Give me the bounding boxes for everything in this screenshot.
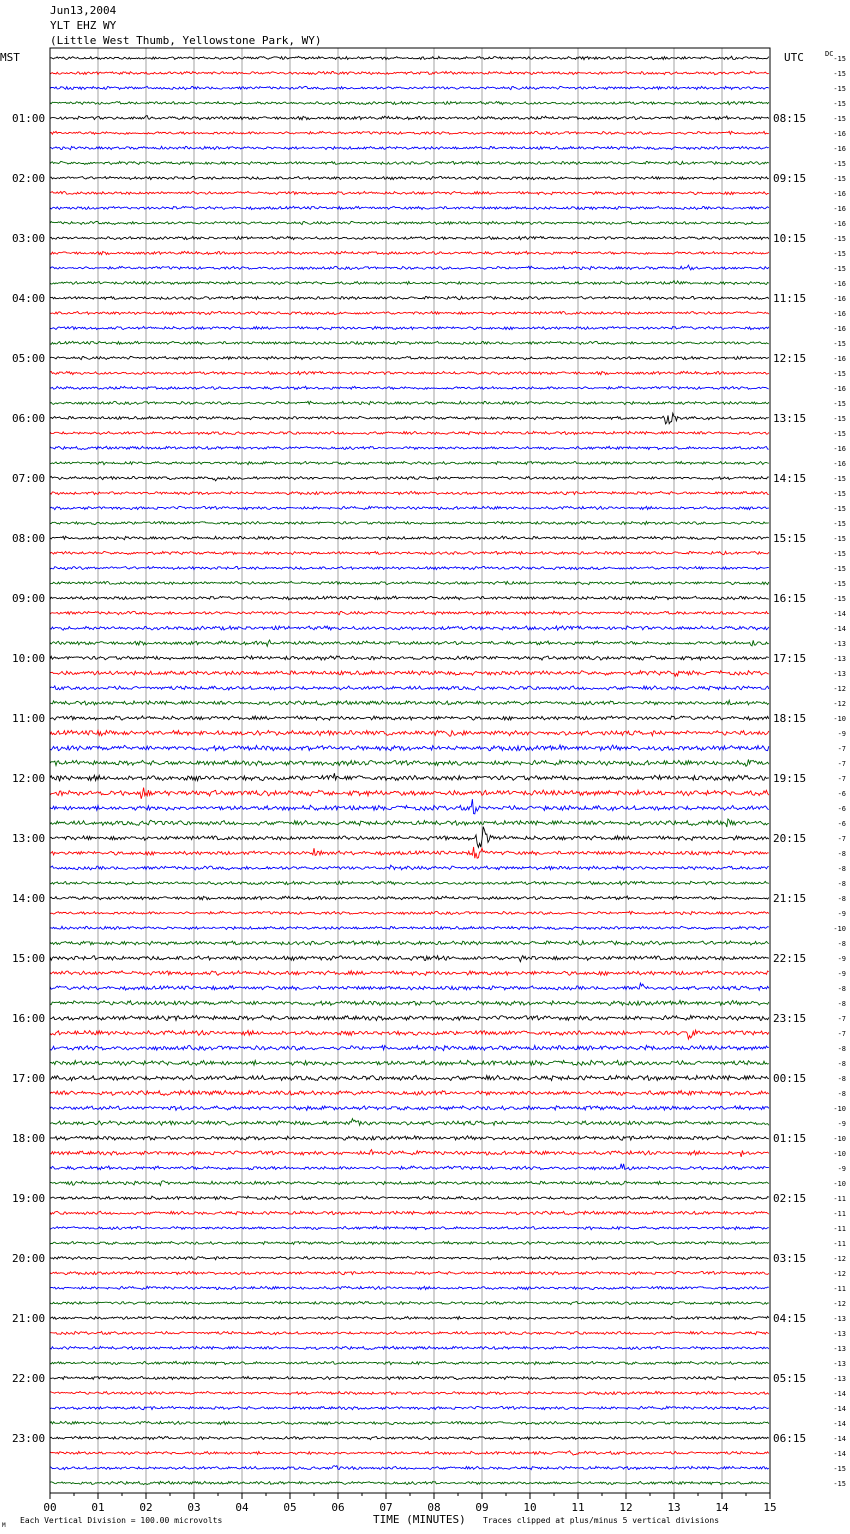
utc-hour-label: 10:15 bbox=[773, 232, 807, 245]
utc-hour-label: 02:15 bbox=[773, 1192, 807, 1205]
dc-offset-label: -16 bbox=[833, 130, 846, 138]
dc-offset-label: -15 bbox=[833, 430, 846, 438]
trace-15 bbox=[50, 281, 769, 285]
dc-offset-label: -14 bbox=[833, 625, 846, 633]
trace-32 bbox=[50, 536, 769, 540]
trace-76 bbox=[50, 1196, 769, 1200]
utc-hour-label: 20:15 bbox=[773, 832, 807, 845]
trace-63 bbox=[50, 1000, 769, 1005]
trace-39 bbox=[50, 640, 769, 646]
dc-offset-label: -9 bbox=[837, 1120, 846, 1128]
utc-hour-label: 05:15 bbox=[773, 1372, 807, 1385]
trace-58 bbox=[50, 926, 769, 929]
dc-offset-label: -16 bbox=[833, 190, 846, 198]
trace-34 bbox=[50, 567, 769, 570]
mst-hour-label: 18:00 bbox=[12, 1132, 46, 1145]
dc-offset-label: -15 bbox=[833, 340, 846, 348]
trace-94 bbox=[50, 1466, 769, 1470]
trace-95 bbox=[50, 1481, 769, 1484]
dc-offset-label: -13 bbox=[833, 1360, 846, 1368]
trace-18 bbox=[50, 326, 769, 329]
trace-17 bbox=[50, 311, 769, 314]
x-tick-label: 09 bbox=[475, 1501, 489, 1514]
dc-offset-label: -13 bbox=[833, 1315, 846, 1323]
trace-86 bbox=[50, 1346, 769, 1349]
trace-50 bbox=[50, 799, 769, 814]
trace-60 bbox=[50, 956, 769, 962]
mst-hour-label: 11:00 bbox=[12, 712, 46, 725]
dc-offset-label: -15 bbox=[833, 100, 846, 108]
trace-23 bbox=[50, 401, 769, 404]
mst-hour-label: 08:00 bbox=[12, 532, 46, 545]
trace-10 bbox=[50, 206, 769, 209]
x-tick-label: 01 bbox=[91, 1501, 105, 1514]
dc-offset-label: -9 bbox=[837, 955, 846, 963]
chart-grid bbox=[98, 48, 722, 1493]
header-station: YLT EHZ WY bbox=[50, 19, 117, 32]
dc-offset-label: -6 bbox=[837, 790, 846, 798]
trace-38 bbox=[50, 626, 769, 630]
mst-hour-label: 01:00 bbox=[12, 112, 46, 125]
mst-hour-label: 19:00 bbox=[12, 1192, 46, 1205]
trace-59 bbox=[50, 941, 769, 945]
utc-axis-label: UTC bbox=[784, 51, 804, 64]
dc-offset-label: -14 bbox=[833, 1390, 846, 1398]
dc-offset-label: -15 bbox=[833, 580, 846, 588]
dc-offset-label: -10 bbox=[833, 1105, 846, 1113]
dc-offset-label: -15 bbox=[833, 160, 846, 168]
trace-70 bbox=[50, 1106, 769, 1111]
trace-54 bbox=[50, 865, 769, 870]
utc-hour-label: 19:15 bbox=[773, 772, 807, 785]
trace-16 bbox=[50, 296, 769, 299]
trace-71 bbox=[50, 1119, 769, 1126]
trace-29 bbox=[50, 491, 769, 494]
trace-68 bbox=[50, 1075, 769, 1080]
mst-hour-label: 21:00 bbox=[12, 1312, 46, 1325]
dc-offset-label: -16 bbox=[833, 205, 846, 213]
dc-offset-label: -8 bbox=[837, 1000, 846, 1008]
utc-hour-label: 22:15 bbox=[773, 952, 807, 965]
dc-offset-label: -15 bbox=[833, 70, 846, 78]
utc-hour-label: 06:15 bbox=[773, 1432, 807, 1445]
dc-offset-label: -7 bbox=[837, 1030, 846, 1038]
dc-offset-label: -15 bbox=[833, 1480, 846, 1488]
mst-hour-label: 06:00 bbox=[12, 412, 46, 425]
trace-56 bbox=[50, 896, 769, 900]
dc-offset-label: -13 bbox=[833, 1345, 846, 1353]
trace-9 bbox=[50, 191, 769, 194]
trace-80 bbox=[50, 1256, 769, 1259]
dc-offset-label: -16 bbox=[833, 325, 846, 333]
dc-offset-label: -16 bbox=[833, 295, 846, 303]
dc-offset-label: -14 bbox=[833, 1420, 846, 1428]
mst-hour-label: 23:00 bbox=[12, 1432, 46, 1445]
dc-offset-label: -6 bbox=[837, 805, 846, 813]
trace-20 bbox=[50, 356, 769, 359]
dc-offset-label: -10 bbox=[833, 1150, 846, 1158]
trace-49 bbox=[50, 788, 769, 799]
trace-2 bbox=[50, 86, 769, 89]
utc-hour-label: 01:15 bbox=[773, 1132, 807, 1145]
dc-offset-label: -8 bbox=[837, 1090, 846, 1098]
trace-77 bbox=[50, 1211, 769, 1215]
trace-66 bbox=[50, 1045, 769, 1050]
dc-offset-label: -15 bbox=[833, 535, 846, 543]
x-tick-label: 12 bbox=[619, 1501, 633, 1514]
utc-hour-label: 12:15 bbox=[773, 352, 807, 365]
trace-47 bbox=[50, 760, 769, 767]
trace-30 bbox=[50, 506, 769, 509]
dc-offset-label: -10 bbox=[833, 1135, 846, 1143]
dc-offset-label: -10 bbox=[833, 715, 846, 723]
dc-offset-label: -14 bbox=[833, 610, 846, 618]
x-tick-label: 15 bbox=[763, 1501, 777, 1514]
dc-offset-label: -15 bbox=[833, 250, 846, 258]
x-tick-label: 08 bbox=[427, 1501, 441, 1514]
utc-hour-label: 04:15 bbox=[773, 1312, 807, 1325]
trace-85 bbox=[50, 1331, 769, 1334]
dc-offset-label: -9 bbox=[837, 970, 846, 978]
utc-hour-label: 00:15 bbox=[773, 1072, 807, 1085]
dc-offset-label: -13 bbox=[833, 655, 846, 663]
utc-hour-label: 11:15 bbox=[773, 292, 807, 305]
mst-hour-label: 20:00 bbox=[12, 1252, 46, 1265]
x-tick-label: 04 bbox=[235, 1501, 249, 1514]
dc-offset-label: -12 bbox=[833, 1270, 846, 1278]
trace-82 bbox=[50, 1286, 769, 1289]
dc-offset-label: -7 bbox=[837, 835, 846, 843]
dc-offset-label: -12 bbox=[833, 1300, 846, 1308]
dc-offset-label: -15 bbox=[833, 475, 846, 483]
mst-hour-label: 05:00 bbox=[12, 352, 46, 365]
dc-offset-label: -14 bbox=[833, 1450, 846, 1458]
trace-91 bbox=[50, 1421, 769, 1424]
trace-61 bbox=[50, 971, 769, 976]
dc-offset-label: -8 bbox=[837, 1045, 846, 1053]
trace-46 bbox=[50, 745, 769, 751]
mst-axis-label: MST bbox=[0, 51, 20, 64]
dc-offset-label: -11 bbox=[833, 1285, 846, 1293]
mst-hour-label: 10:00 bbox=[12, 652, 46, 665]
trace-11 bbox=[50, 221, 769, 224]
trace-79 bbox=[50, 1241, 769, 1244]
trace-36 bbox=[50, 596, 769, 600]
mst-hour-label: 04:00 bbox=[12, 292, 46, 305]
dc-offset-label: -15 bbox=[833, 595, 846, 603]
dc-offset-label: -9 bbox=[837, 1165, 846, 1173]
trace-19 bbox=[50, 341, 769, 344]
dc-offset-label: -15 bbox=[833, 265, 846, 273]
trace-92 bbox=[50, 1436, 769, 1439]
dc-offset-label: -16 bbox=[833, 145, 846, 153]
dc-offset-label: -8 bbox=[837, 940, 846, 948]
trace-55 bbox=[50, 881, 769, 885]
dc-offset-label: -10 bbox=[833, 925, 846, 933]
trace-4 bbox=[50, 116, 769, 120]
x-tick-label: 03 bbox=[187, 1501, 201, 1514]
dc-offset-label: -8 bbox=[837, 895, 846, 903]
header-date: Jun13,2004 bbox=[50, 4, 117, 17]
trace-1 bbox=[50, 71, 769, 74]
trace-52 bbox=[50, 827, 769, 848]
dc-offset-label: -8 bbox=[837, 880, 846, 888]
utc-hour-label: 14:15 bbox=[773, 472, 807, 485]
trace-14 bbox=[50, 265, 769, 270]
trace-81 bbox=[50, 1271, 769, 1274]
trace-83 bbox=[50, 1301, 769, 1304]
utc-hour-label: 16:15 bbox=[773, 592, 807, 605]
trace-42 bbox=[50, 686, 769, 690]
x-tick-label: 06 bbox=[331, 1501, 345, 1514]
dc-offset-label: -15 bbox=[833, 1465, 846, 1473]
dc-offset-label: -13 bbox=[833, 670, 846, 678]
dc-offset-label: -16 bbox=[833, 355, 846, 363]
dc-offset-label: -14 bbox=[833, 1405, 846, 1413]
trace-6 bbox=[50, 146, 769, 149]
dc-offset-label: -15 bbox=[833, 550, 846, 558]
dc-offset-label: -13 bbox=[833, 1375, 846, 1383]
dc-offset-label: -16 bbox=[833, 280, 846, 288]
mst-hour-label: 16:00 bbox=[12, 1012, 46, 1025]
trace-25 bbox=[50, 431, 769, 434]
trace-41 bbox=[50, 671, 769, 677]
dc-offset-label: -16 bbox=[833, 385, 846, 393]
dc-offset-label: -13 bbox=[833, 1330, 846, 1338]
trace-5 bbox=[50, 131, 769, 134]
x-tick-label: 07 bbox=[379, 1501, 393, 1514]
dc-offset-label: -8 bbox=[837, 850, 846, 858]
dc-offset-label: -11 bbox=[833, 1240, 846, 1248]
dc-offset-label: -15 bbox=[833, 235, 846, 243]
dc-offset-label: -12 bbox=[833, 685, 846, 693]
mst-hour-label: 07:00 bbox=[12, 472, 46, 485]
trace-26 bbox=[50, 446, 769, 449]
corner-mark: M bbox=[2, 1522, 6, 1529]
trace-44 bbox=[50, 716, 769, 720]
dc-offset-label: -7 bbox=[837, 745, 846, 753]
clip-note: Traces clipped at plus/minus 5 vertical divisions bbox=[483, 1516, 720, 1525]
dc-offset-label: -8 bbox=[837, 865, 846, 873]
dc-offset-label: -15 bbox=[833, 115, 846, 123]
dc-offset-label: -7 bbox=[837, 760, 846, 768]
dc-offset-label: -11 bbox=[833, 1225, 846, 1233]
trace-21 bbox=[50, 371, 769, 374]
dc-offset-label: -15 bbox=[833, 400, 846, 408]
trace-84 bbox=[50, 1316, 769, 1319]
trace-37 bbox=[50, 611, 769, 615]
dc-offset-label: -11 bbox=[833, 1210, 846, 1218]
trace-89 bbox=[50, 1391, 769, 1394]
dc-offset-label: -10 bbox=[833, 1180, 846, 1188]
trace-90 bbox=[50, 1406, 769, 1409]
trace-31 bbox=[50, 521, 769, 524]
dc-offset-label: -9 bbox=[837, 910, 846, 918]
chart-axes bbox=[50, 48, 770, 1499]
trace-87 bbox=[50, 1361, 769, 1364]
dc-offset-label: -15 bbox=[833, 85, 846, 93]
mst-hour-label: 15:00 bbox=[12, 952, 46, 965]
trace-33 bbox=[50, 551, 769, 554]
x-tick-label: 13 bbox=[667, 1501, 681, 1514]
trace-45 bbox=[50, 730, 769, 736]
trace-12 bbox=[50, 236, 769, 239]
x-tick-label: 00 bbox=[43, 1501, 57, 1514]
dc-offset-label: -9 bbox=[837, 730, 846, 738]
utc-hour-label: 21:15 bbox=[773, 892, 807, 905]
dc-label: DC bbox=[825, 50, 834, 58]
trace-3 bbox=[50, 101, 769, 104]
utc-hour-label: 08:15 bbox=[773, 112, 807, 125]
trace-72 bbox=[50, 1136, 769, 1140]
mst-hour-label: 22:00 bbox=[12, 1372, 46, 1385]
dc-offset-label: -12 bbox=[833, 1255, 846, 1263]
utc-hour-label: 18:15 bbox=[773, 712, 807, 725]
trace-62 bbox=[50, 983, 769, 990]
trace-group bbox=[50, 56, 769, 1484]
trace-8 bbox=[50, 177, 769, 180]
dc-offset-label: -15 bbox=[833, 55, 846, 63]
header-location: (Little West Thumb, Yellowstone Park, WY) bbox=[50, 34, 322, 47]
dc-offset-label: -15 bbox=[833, 175, 846, 183]
x-axis-label: TIME (MINUTES) bbox=[373, 1513, 466, 1526]
trace-53 bbox=[50, 847, 769, 858]
dc-offset-label: -15 bbox=[833, 490, 846, 498]
trace-74 bbox=[50, 1164, 769, 1170]
trace-27 bbox=[50, 461, 769, 464]
utc-hour-label: 23:15 bbox=[773, 1012, 807, 1025]
x-tick-label: 14 bbox=[715, 1501, 729, 1514]
trace-57 bbox=[50, 911, 769, 914]
mst-hour-label: 17:00 bbox=[12, 1072, 46, 1085]
dc-offset-label: -7 bbox=[837, 1015, 846, 1023]
trace-43 bbox=[50, 700, 769, 705]
trace-7 bbox=[50, 161, 769, 164]
trace-73 bbox=[50, 1150, 769, 1157]
trace-28 bbox=[50, 476, 769, 480]
utc-hour-label: 17:15 bbox=[773, 652, 807, 665]
trace-48 bbox=[50, 773, 769, 781]
trace-0 bbox=[50, 56, 769, 59]
dc-offset-label: -15 bbox=[833, 565, 846, 573]
trace-64 bbox=[50, 1016, 769, 1021]
x-tick-label: 10 bbox=[523, 1501, 537, 1514]
dc-offset-label: -16 bbox=[833, 220, 846, 228]
utc-hour-label: 13:15 bbox=[773, 412, 807, 425]
dc-offset-label: -8 bbox=[837, 1075, 846, 1083]
trace-93 bbox=[50, 1451, 769, 1455]
trace-67 bbox=[50, 1060, 769, 1065]
utc-hour-label: 15:15 bbox=[773, 532, 807, 545]
dc-offset-label: -15 bbox=[833, 505, 846, 513]
trace-78 bbox=[50, 1226, 769, 1229]
dc-offset-label: -12 bbox=[833, 700, 846, 708]
dc-offset-label: -13 bbox=[833, 640, 846, 648]
trace-65 bbox=[50, 1030, 769, 1039]
utc-hour-label: 09:15 bbox=[773, 172, 807, 185]
dc-offset-label: -8 bbox=[837, 1060, 846, 1068]
trace-51 bbox=[50, 819, 769, 827]
trace-40 bbox=[50, 656, 769, 660]
dc-offset-label: -16 bbox=[833, 460, 846, 468]
mst-hour-label: 02:00 bbox=[12, 172, 46, 185]
mst-hour-label: 03:00 bbox=[12, 232, 46, 245]
dc-offset-label: -16 bbox=[833, 310, 846, 318]
plot-frame bbox=[50, 48, 770, 1493]
utc-hour-label: 03:15 bbox=[773, 1252, 807, 1265]
mst-hour-label: 09:00 bbox=[12, 592, 46, 605]
scale-note: Each Vertical Division = 100.00 microvolts bbox=[20, 1516, 223, 1525]
trace-75 bbox=[50, 1181, 769, 1186]
dc-offset-label: -16 bbox=[833, 445, 846, 453]
dc-offset-label: -11 bbox=[833, 1195, 846, 1203]
trace-88 bbox=[50, 1376, 769, 1379]
trace-22 bbox=[50, 386, 769, 389]
dc-offset-label: -7 bbox=[837, 775, 846, 783]
trace-13 bbox=[50, 251, 769, 254]
trace-24 bbox=[50, 413, 769, 424]
x-tick-label: 05 bbox=[283, 1501, 297, 1514]
mst-hour-label: 14:00 bbox=[12, 892, 46, 905]
x-tick-label: 02 bbox=[139, 1501, 153, 1514]
dc-offset-label: -8 bbox=[837, 985, 846, 993]
trace-35 bbox=[50, 581, 769, 584]
dc-offset-label: -15 bbox=[833, 370, 846, 378]
dc-offset-label: -15 bbox=[833, 520, 846, 528]
trace-69 bbox=[50, 1091, 769, 1096]
mst-hour-label: 12:00 bbox=[12, 772, 46, 785]
mst-hour-label: 13:00 bbox=[12, 832, 46, 845]
dc-offset-label: -15 bbox=[833, 415, 846, 423]
chart-labels bbox=[0, 50, 846, 1529]
dc-offset-label: -14 bbox=[833, 1435, 846, 1443]
dc-offset-label: -6 bbox=[837, 820, 846, 828]
x-tick-label: 11 bbox=[571, 1501, 585, 1514]
